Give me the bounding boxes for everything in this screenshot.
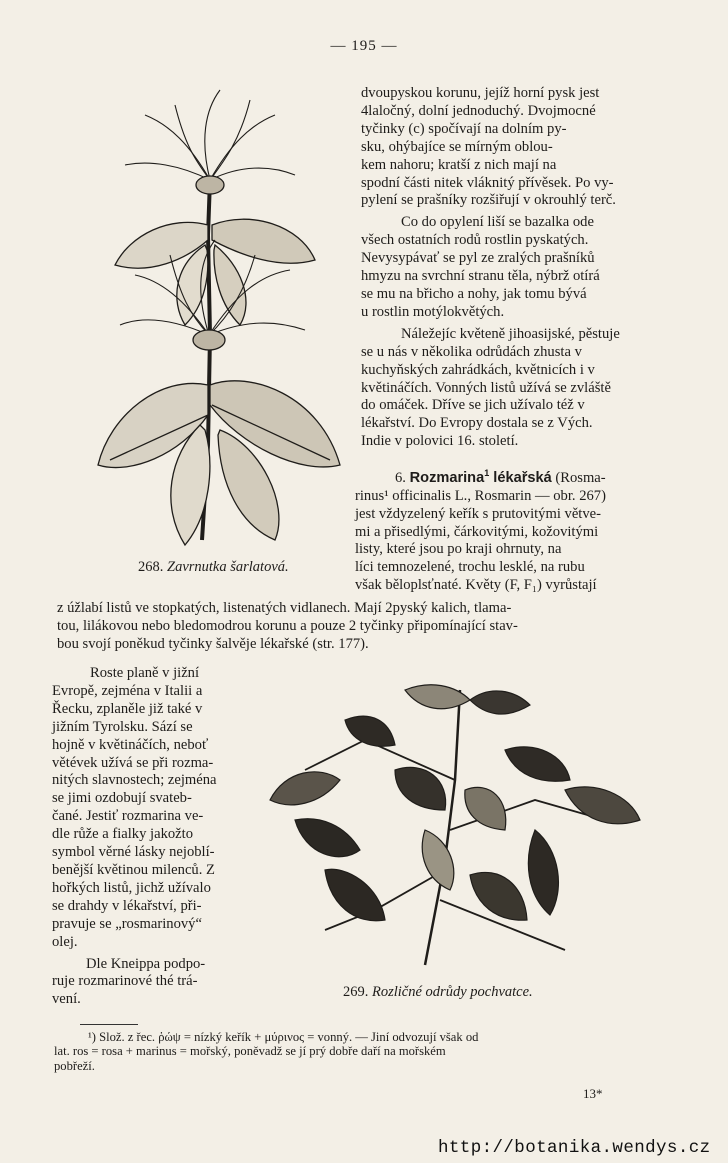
text-line: všech ostatních rodů rostlin pyskatých.: [361, 232, 589, 249]
text-line: kuchyňských zahrádkách, květnicích i v: [361, 361, 595, 378]
text-line: však běloplsťnaté. Květy (F, F₁) vyrůstají: [355, 577, 597, 594]
text-line: ruje rozmarinové thé trá-: [52, 973, 198, 990]
figure-269-title: Rozličné odrůdy pochvatce.: [372, 984, 533, 1000]
text-line: se jimi ozdobují svateb-: [52, 790, 192, 807]
top-right-column: [361, 85, 667, 451]
figure-268-illustration: [90, 85, 350, 550]
text-line: lékařství. Do Evropy dostala se z Vých.: [361, 415, 593, 432]
text-line: u rostlin motýlokvětých.: [361, 303, 505, 320]
paragraph-corolla: [361, 85, 667, 210]
paragraph-kneipp: [52, 956, 244, 1010]
text-line: Náležejíc květeně jihoasijské, pěstuje: [401, 325, 620, 342]
text-line: bou svojí poněkud tyčinky šalvěje lékařské (str. 177).: [57, 635, 369, 652]
text-line: kem nahoru; kratší z nich mají na: [361, 156, 557, 173]
text-line: do omáček. Dříve se jich užívalo též v: [361, 397, 585, 414]
text-line: Indie v polovici 16. století.: [361, 433, 519, 450]
figure-269-number: 269.: [343, 984, 369, 1000]
figure-268-caption: [138, 559, 289, 576]
source-url[interactable]: http://botanika.wendys.cz: [438, 1138, 711, 1158]
species-name: Rozmarina$^1$ lékařská: [409, 468, 552, 486]
text-line: Dle Kneippa podpo-: [86, 955, 206, 972]
text-line: hmyzu na svrchní stranu těla, nýbrž otírá: [361, 268, 600, 285]
paragraph-habitat: [52, 665, 244, 952]
text-line: tyčinky (c) spočívají na dolním py-: [361, 120, 567, 137]
figure-268-title: Zavrnutka šarlatová.: [167, 559, 289, 575]
text-line: Co do opylení liší se bazalka ode: [401, 214, 594, 231]
page-number: — 195 —: [330, 38, 398, 54]
text-line: pravuje se „rosmarinový“: [52, 915, 202, 932]
left-column: [52, 665, 244, 1009]
text-line: dvoupyskou korunu, jejíž horní pysk jest: [361, 85, 600, 101]
text-line: větévek užívá se při rozma-: [52, 754, 214, 771]
figure-268-number: 268.: [138, 559, 164, 575]
text-line: olej.: [52, 933, 78, 950]
text-line: čané. Jestiť rozmarina ve-: [52, 808, 204, 825]
text-line: rinus¹ officinalis L., Rosmarin — obr. 267): [355, 487, 606, 504]
footnote-line: lat. ros = rosa + marinus = mořský, poněvadž se jí prý dobře daří na mořském: [54, 1044, 446, 1059]
text-line: benější květinou milenců. Z: [52, 861, 215, 878]
text-line: hořkých listů, jichž užívalo: [52, 879, 211, 896]
text-line: se mu na břicho a nohy, jak tomu bývá: [361, 285, 587, 302]
text-line: květináčích. Vonných listů užívá se zvláště: [361, 379, 611, 396]
text-line: jest vždyzelený keřík s prutovitými větve-: [355, 505, 601, 522]
figure-269-caption: [343, 984, 533, 1001]
text-line-rest: (Rosma-: [555, 469, 606, 486]
text-line: symbol věrné lásky nejoblí-: [52, 844, 215, 861]
footnote-line: ¹) Slož. z řec. ῥώψ = nízký keřík + μύρινος = vonný. — Jiní odvozují však od: [88, 1030, 479, 1044]
text-line: jižním Tyrolsku. Sází se: [52, 718, 193, 735]
text-line: z úžlabí listů ve stopkatých, listenatých vidlanech. Mají 2pyský kalich, tlama-: [57, 600, 512, 616]
text-line: mi a přisedlými, čárkovitými, kožovitými: [355, 523, 599, 540]
text-line: Roste planě v jižní: [90, 665, 200, 681]
text-line: 4laločný, dolní jednoduchý. Dvojmocné: [361, 102, 596, 119]
rosmarina-column: [355, 465, 667, 595]
text-line: Evropě, zejména v Italii a: [52, 682, 203, 699]
text-line: pylení se prašníky rozšiřují v okrouhlý terč.: [361, 192, 616, 209]
footnote: [54, 1030, 650, 1073]
figure-269-illustration: [265, 680, 650, 975]
text-line: listy, které jsou po kraji ohrnuty, na: [355, 541, 562, 558]
paragraph-rosmarina-cont: [57, 600, 660, 654]
footnote-marker: 1: [484, 468, 490, 478]
text-line: vení.: [52, 991, 81, 1008]
rosmarina-wide-text: [57, 600, 660, 654]
text-line: hojně v květináčích, neboť: [52, 736, 209, 753]
text-line: Řecku, zplaněle již také v: [52, 700, 203, 717]
text-line: nitých slavnostech; zejména: [52, 772, 217, 789]
paragraph-cultivation: [361, 326, 667, 451]
footnote-rule: [80, 1024, 138, 1025]
paragraph-pollination: [361, 214, 667, 321]
footnote-line: pobřeží.: [54, 1058, 95, 1073]
text-line: se drahdy v lékařství, při-: [52, 897, 202, 914]
text-line: [355, 465, 667, 488]
text-line: dle růže a fialky jakožto: [52, 826, 194, 843]
text-line: sku, ohýbajíce se mírným oblou-: [361, 138, 553, 155]
text-line: tou, lilákovou nebo bledomodrou korunu a pouze 2 tyčinky připomínající stav-: [57, 617, 518, 634]
printer-signature: 13*: [583, 1086, 603, 1101]
text-line: Nevysypávať se pyl ze zralých prašníků: [361, 250, 595, 267]
paragraph-rosmarina: [355, 465, 667, 595]
section-number: 6.: [395, 469, 406, 486]
text-line: se u nás v několika odrůdách zhusta v: [361, 343, 582, 360]
text-line: spodní části nitek vláknitý přívěsek. Po vy-: [361, 174, 614, 191]
text-line: líci temnozelené, trochu lesklé, na rubu: [355, 559, 585, 576]
